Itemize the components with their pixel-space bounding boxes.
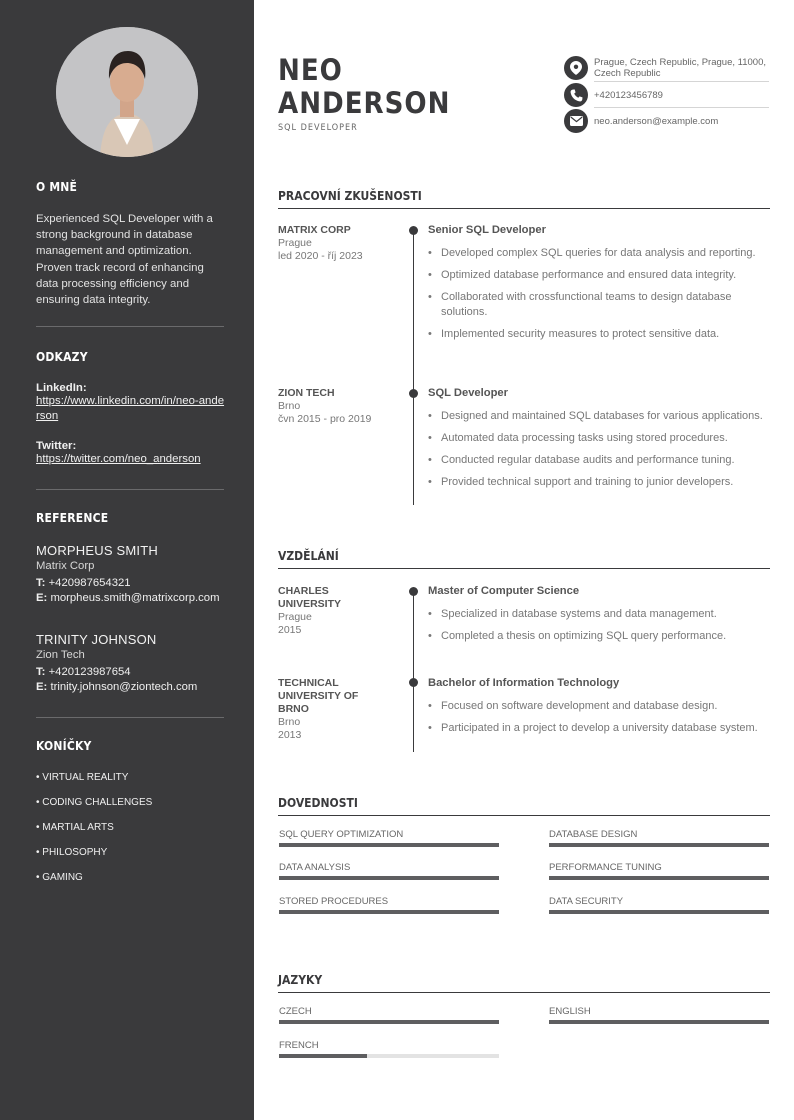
location-pin-icon [564,56,588,80]
sidebar [0,0,254,1120]
school-name: TECHNICAL UNIVERSITY OF BRNO [278,677,359,715]
skill-name: DATABASE DESIGN [549,829,638,840]
references-title: REFERENCE [36,511,109,525]
skill-bar [279,876,499,880]
divider [594,81,769,82]
about-text: Experienced SQL Developer with a strong background in database management and optimization. Proven track record of enhancing data processing efficiency and ensuring data integrity. [36,213,213,307]
skill-name: DATA SECURITY [549,896,624,907]
reference-email: morpheus.smith@matrixcorp.com [50,592,220,604]
school-city: Prague [278,611,312,623]
hobby-item: • PHILOSOPHY [36,847,108,858]
company-city: Prague [278,237,312,249]
language-name: FRENCH [279,1040,319,1051]
hobbies-list [36,772,152,897]
divider [36,717,224,718]
language-item [549,1006,769,1024]
degree-title: Master of Computer Science [428,585,580,597]
education-title: VZDĚLÁNÍ [278,549,339,563]
language-name: ENGLISH [549,1006,591,1017]
skill-bar-fill [279,910,499,914]
timeline-line [413,590,414,752]
list-item: • Implemented security measures to protect sensitive data. [428,327,764,342]
skill-bar-fill [279,843,499,847]
skill-bar-fill [279,876,499,880]
education-details [428,677,764,743]
email-label: E: [36,681,48,693]
language-bar [279,1020,499,1024]
experience-meta [278,224,403,263]
language-bar [549,1020,769,1024]
timeline-dot [409,587,418,596]
languages-title: JAZYKY [278,973,323,987]
hobbies-title: KONÍČKY [36,739,92,753]
reference-name: TRINITY JOHNSON [36,632,157,647]
timeline-dot [409,389,418,398]
education-details [428,585,764,651]
link-twitter [36,440,226,467]
experience-title: PRACOVNÍ ZKUŠENOSTI [278,189,422,203]
skill-item [279,896,499,914]
person-portrait-icon [56,27,198,157]
contact-address [564,56,770,80]
experience-details [428,224,764,349]
position-title: SQL Developer [428,387,509,399]
hobby-item: • CODING CHALLENGES [36,797,153,808]
link-label: LinkedIn: [36,382,87,394]
employment-dates: led 2020 - říj 2023 [278,250,363,262]
reference-item [36,632,226,695]
phone-icon [564,83,588,107]
timeline-dot [409,678,418,687]
degree-title: Bachelor of Information Technology [428,677,620,689]
divider [36,489,224,490]
language-bar-fill [549,1020,769,1024]
company-name: MATRIX CORP [278,224,351,236]
skill-item [549,896,769,914]
skill-bar-fill [549,876,769,880]
skill-item [549,862,769,880]
hobby-item: • VIRTUAL REALITY [36,772,129,783]
skill-bar [279,910,499,914]
timeline-line [413,229,414,505]
email-label: E: [36,592,48,604]
position-title: Senior SQL Developer [428,224,546,236]
language-bar [279,1054,499,1058]
phone-label: T: [36,577,46,589]
section-rule [278,208,770,209]
hobby-item: • MARTIAL ARTS [36,822,114,833]
reference-company: Matrix Corp [36,560,95,572]
phone-text: +420123456789 [594,89,663,101]
skill-item [279,829,499,847]
company-name: ZION TECH [278,387,335,399]
reference-email: trinity.johnson@ziontech.com [50,681,198,693]
reference-phone: +420123987654 [48,666,131,678]
list-item: • Optimized database performance and ensured data integrity. [428,268,764,283]
company-city: Brno [278,400,301,412]
envelope-icon [564,109,588,133]
skill-name: PERFORMANCE TUNING [549,862,662,873]
language-item [279,1006,499,1024]
contact-email [564,109,770,133]
reference-item [36,543,226,606]
skill-name: SQL QUERY OPTIMIZATION [279,829,404,840]
graduation-year: 2015 [278,624,302,636]
reference-company: Zion Tech [36,649,85,661]
timeline-dot [409,226,418,235]
school-name: CHARLES UNIVERSITY [278,585,342,610]
list-item: • Designed and maintained SQL databases for various applications. [428,409,764,424]
profile-photo [56,27,198,157]
list-item: • Collaborated with crossfunctional teams to design database solutions. [428,290,764,319]
section-rule [278,992,770,993]
skill-name: STORED PROCEDURES [279,896,389,907]
education-meta [278,585,378,637]
skill-name: DATA ANALYSIS [279,862,351,873]
email-text: neo.anderson@example.com [594,115,719,127]
skills-title: DOVEDNOSTI [278,796,358,810]
reference-phone: +420987654321 [48,577,131,589]
skill-bar [279,843,499,847]
phone-label: T: [36,666,46,678]
reference-name: MORPHEUS SMITH [36,543,158,558]
list-item: • Developed complex SQL queries for data analysis and reporting. [428,246,764,261]
education-meta [278,677,378,742]
link-label: Twitter: [36,440,77,452]
graduation-year: 2013 [278,729,302,741]
list-item: • Automated data processing tasks using stored procedures. [428,431,764,446]
list-item: • Specialized in database systems and data management. [428,607,764,622]
language-name: CZECH [279,1006,312,1017]
name-last: ANDERSON [278,86,451,120]
links-title: ODKAZY [36,350,88,364]
employment-dates: čvn 2015 - pro 2019 [278,413,372,425]
link-linkedin [36,382,226,424]
divider [36,326,224,327]
twitter-link[interactable]: https://twitter.com/neo_anderson [36,453,201,465]
experience-meta [278,387,403,426]
skill-bar [549,843,769,847]
skill-bar [549,910,769,914]
skill-bar-fill [549,910,769,914]
list-item: • Conducted regular database audits and performance tuning. [428,453,764,468]
skill-item [279,862,499,880]
address-text: Prague, Czech Republic, Prague, 11000, Czech Republic [594,57,766,79]
contact-phone [564,83,770,107]
language-bar-fill [279,1054,367,1058]
skill-bar [549,876,769,880]
candidate-name [278,54,450,120]
language-bar-fill [279,1020,499,1024]
list-item: • Participated in a project to develop a university database system. [428,721,764,736]
skill-bar-fill [549,843,769,847]
hobby-item: • GAMING [36,872,83,883]
school-city: Brno [278,716,301,728]
list-item: • Focused on software development and database design. [428,699,764,714]
name-first: NEO [278,53,343,87]
linkedin-link[interactable]: https://www.linkedin.com/in/neo-anderson [36,395,225,422]
list-item: • Completed a thesis on optimizing SQL query performance. [428,629,764,644]
skill-item [549,829,769,847]
divider [594,107,769,108]
section-rule [278,815,770,816]
section-rule [278,568,770,569]
language-item [279,1040,499,1058]
list-item: • Provided technical support and training to junior developers. [428,475,764,490]
job-title: SQL DEVELOPER [278,123,358,133]
experience-details [428,387,764,497]
about-title: O MNĚ [36,180,78,194]
